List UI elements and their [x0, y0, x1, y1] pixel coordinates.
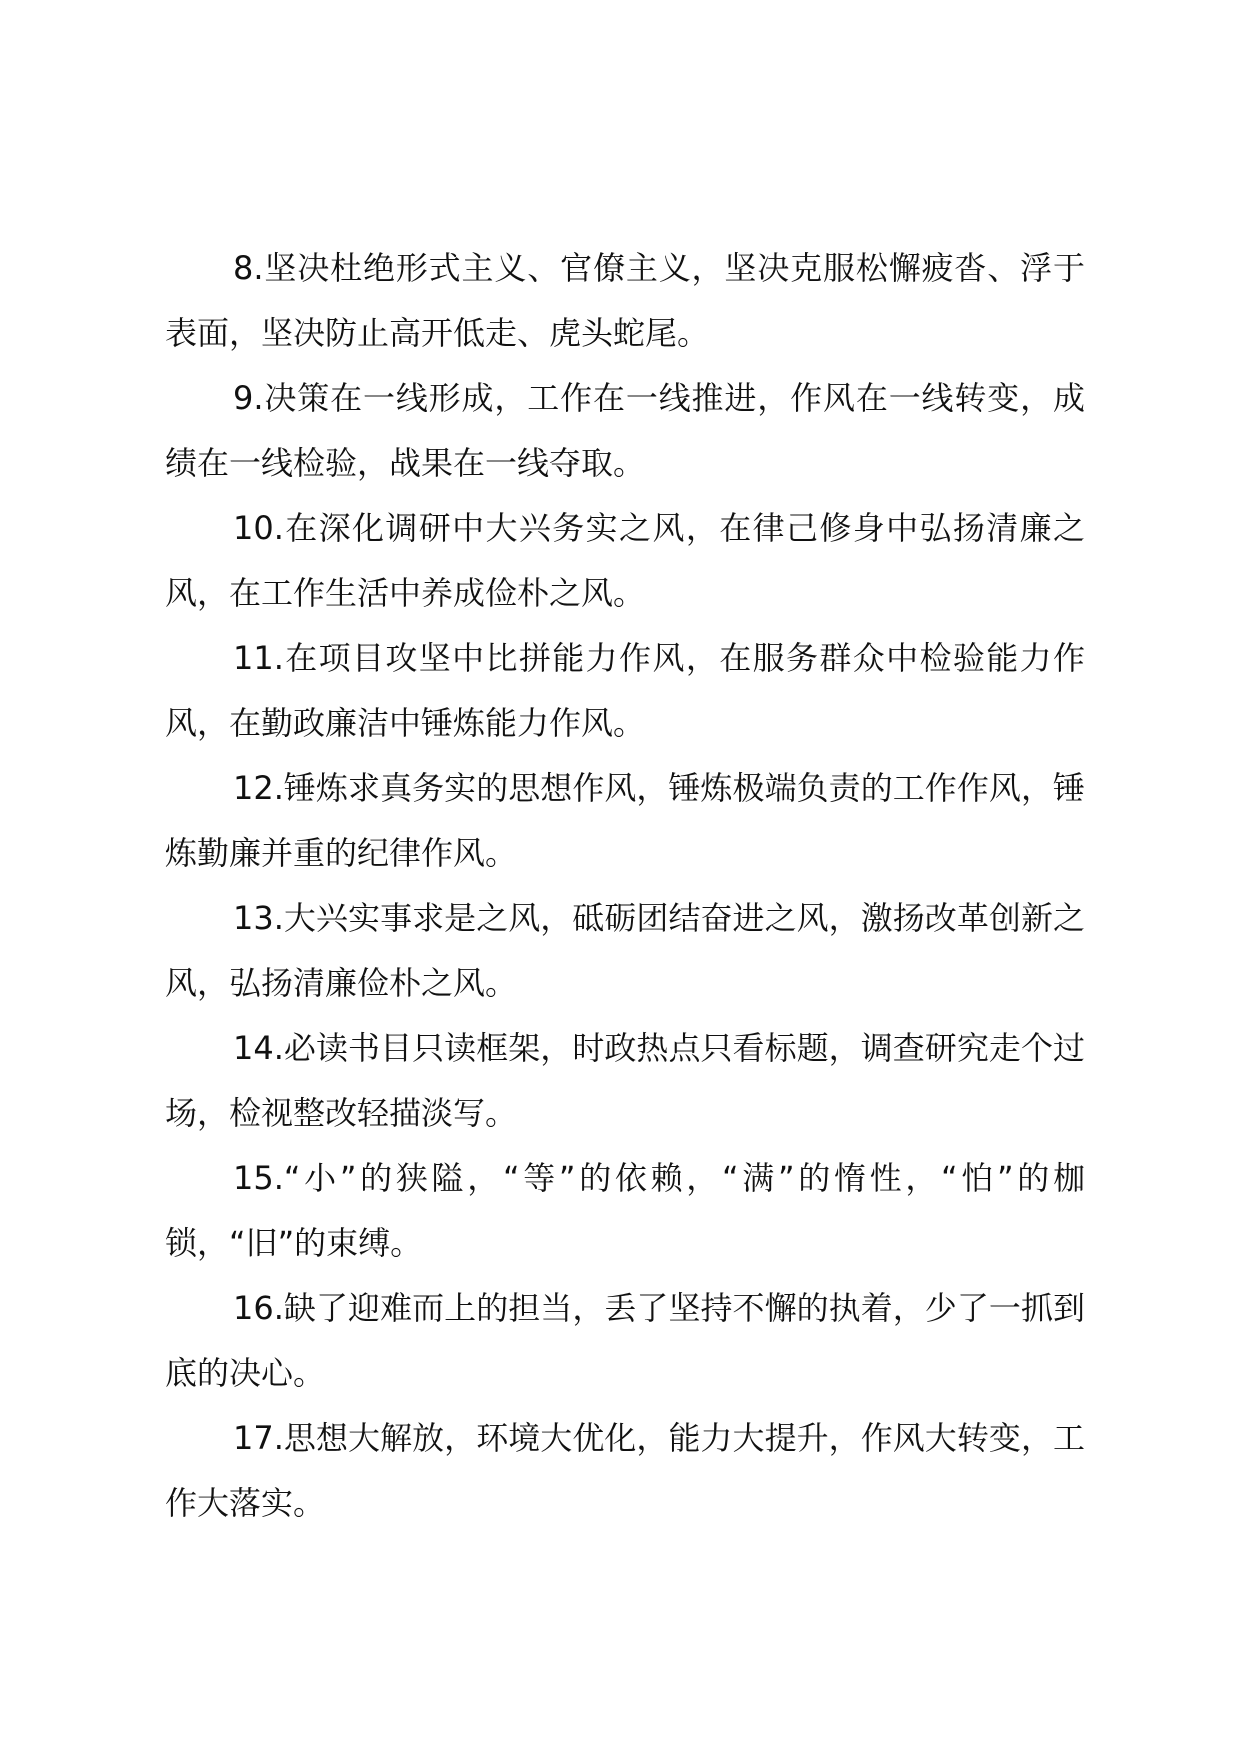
paragraph-9: 9.决策在一线形成，工作在一线推进，作风在一线转变，成绩在一线检验，战果在一线夺取。: [165, 379, 1085, 482]
paragraph-12: 12.锤炼求真务实的思想作风，锤炼极端负责的工作作风，锤炼勤廉并重的纪律作风。: [165, 769, 1085, 872]
paragraph-10: 10.在深化调研中大兴务实之风，在律己修身中弘扬清廉之风，在工作生活中养成俭朴之风。: [165, 509, 1085, 612]
paragraph-14: 14.必读书目只读框架，时政热点只看标题，调查研究走个过场，检视整改轻描淡写。: [165, 1029, 1085, 1132]
paragraph-13: 13.大兴实事求是之风，砥砺团结奋进之风，激扬改革创新之风，弘扬清廉俭朴之风。: [165, 899, 1085, 1002]
paragraph-16: 16.缺了迎难而上的担当，丢了坚持不懈的执着，少了一抓到底的决心。: [165, 1289, 1085, 1392]
paragraph-8: 8.坚决杜绝形式主义、官僚主义，坚决克服松懈疲沓、浮于表面，坚决防止高开低走、虎头蛇尾。: [165, 249, 1085, 352]
paragraph-17: 17.思想大解放，环境大优化，能力大提升，作风大转变，工作大落实。: [165, 1419, 1085, 1522]
paragraph-15: 15.“小”的狭隘，“等”的依赖，“满”的惰性，“怕”的枷锁，“旧”的束缚。: [165, 1159, 1085, 1262]
paragraph-11: 11.在项目攻坚中比拼能力作风，在服务群众中检验能力作风，在勤政廉洁中锤炼能力作风。: [165, 639, 1085, 742]
document-body: [165, 236, 1085, 1536]
